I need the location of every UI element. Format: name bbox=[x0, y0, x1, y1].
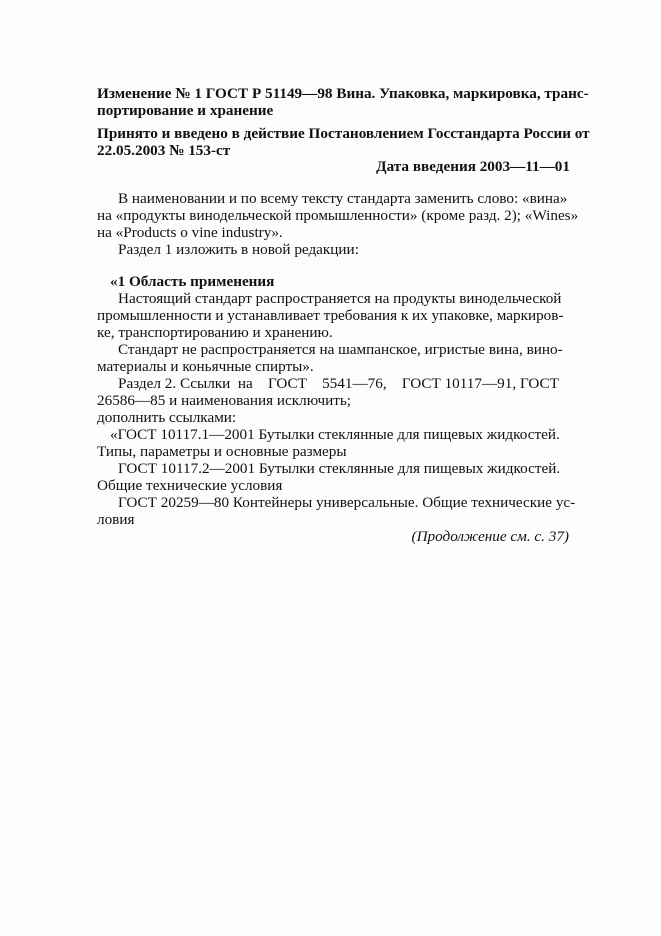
section-heading: «1 Область применения bbox=[110, 273, 275, 290]
paragraph-1-line-1: В наименовании и по всему тексту стандарта заменить слово: «вина» bbox=[118, 190, 568, 207]
reference-1-line-2: Типы, параметры и основные размеры bbox=[97, 443, 347, 460]
paragraph-1-line-2: на «продукты винодельческой промышленности» (кроме разд. 2); «Wines» bbox=[97, 207, 579, 224]
adopted-line-2: 22.05.2003 № 153-ст bbox=[97, 142, 231, 159]
paragraph-1-line-3: на «Products o vine industry». bbox=[97, 224, 283, 241]
paragraph-3-line-1: Настоящий стандарт распространяется на продукты винодельческой bbox=[118, 290, 562, 307]
introduction-date: Дата введения 2003—11—01 bbox=[376, 158, 570, 175]
paragraph-2-line-1: Раздел 1 изложить в новой редакции: bbox=[118, 241, 359, 258]
reference-2-line-1: ГОСТ 10117.2—2001 Бутылки стеклянные для пищевых жидкостей. bbox=[118, 460, 561, 477]
reference-3-line-1: ГОСТ 20259—80 Контейнеры универсальные. Общие технические ус- bbox=[118, 494, 576, 511]
title-line-1: Изменение № 1 ГОСТ Р 51149—98 Вина. Упаковка, маркировка, транс- bbox=[97, 85, 589, 102]
title-line-2: портирование и хранение bbox=[97, 102, 274, 119]
paragraph-4-line-2: материалы и коньячные спирты». bbox=[97, 358, 314, 375]
reference-2-line-2: Общие технические условия bbox=[97, 477, 283, 494]
paragraph-4-line-1: Стандарт не распространяется на шампанское, игристые вина, вино- bbox=[118, 341, 563, 358]
paragraph-3-line-2: промышленности и устанавливает требования к их упаковке, маркиров- bbox=[97, 307, 564, 324]
continuation-note: (Продолжение см. с. 37) bbox=[411, 528, 569, 545]
paragraph-5-line-3: дополнить ссылками: bbox=[97, 409, 237, 426]
reference-1-line-1: «ГОСТ 10117.1—2001 Бутылки стеклянные для пищевых жидкостей. bbox=[110, 426, 560, 443]
reference-3-line-2: ловия bbox=[97, 511, 135, 528]
paragraph-5-line-2: 26586—85 и наименования исключить; bbox=[97, 392, 352, 409]
adopted-line-1: Принято и введено в действие Постановлением Госстандарта России от bbox=[97, 125, 590, 142]
paragraph-3-line-3: ке, транспортированию и хранению. bbox=[97, 324, 333, 341]
paragraph-5-line-1: Раздел 2. Ссылки на ГОСТ 5541—76, ГОСТ 10117—91, ГОСТ bbox=[118, 375, 559, 392]
